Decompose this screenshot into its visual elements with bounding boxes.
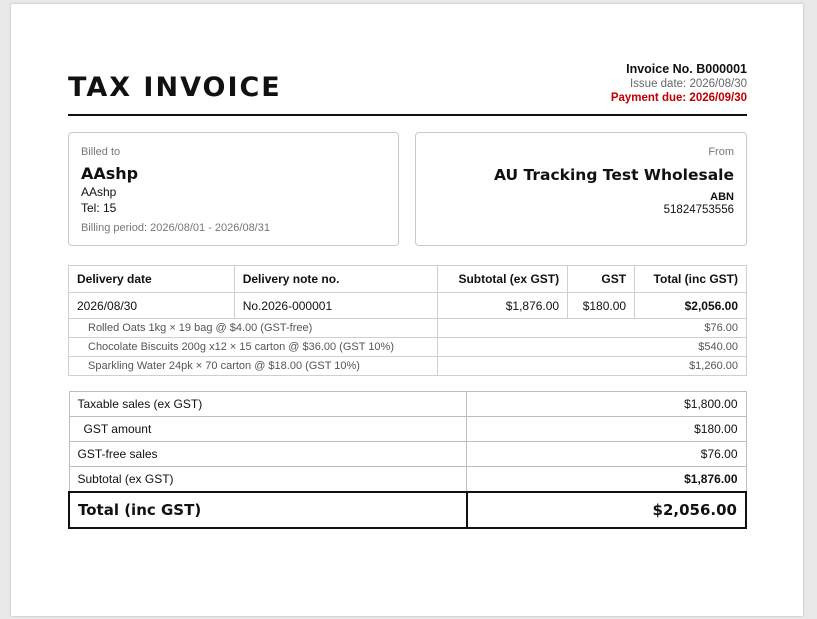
table-header-row — [69, 266, 747, 293]
from-label: From — [708, 146, 734, 158]
abn-label: ABN — [710, 191, 734, 203]
issue-date: Issue date: 2026/08/30 — [629, 78, 747, 90]
summary-row-subtotal — [69, 467, 746, 493]
summary-value: $1,800.00 — [467, 392, 746, 417]
summary-row-gst — [69, 417, 746, 442]
billed-to-box — [68, 132, 399, 246]
delivery-subtotal: $1,876.00 — [438, 293, 568, 319]
customer-name: AAshp — [81, 164, 139, 183]
delivery-date: 2026/08/30 — [69, 293, 235, 319]
summary-table — [68, 391, 747, 529]
supplier-name: AU Tracking Test Wholesale — [494, 166, 734, 184]
abn-number: 51824753556 — [663, 204, 734, 216]
total-label: Total (inc GST) — [69, 492, 467, 528]
line-item-description: Sparkling Water 24pk × 70 carton @ $18.00 (GST 10%) — [69, 357, 438, 376]
summary-value: $180.00 — [467, 417, 746, 442]
line-item-amount: $540.00 — [438, 338, 747, 357]
line-item-row — [69, 338, 747, 357]
billing-period: Billing period: 2026/08/01 - 2026/08/31 — [81, 222, 270, 234]
summary-value: $76.00 — [467, 442, 746, 467]
delivery-gst: $180.00 — [568, 293, 635, 319]
customer-tel: Tel: 15 — [81, 201, 117, 215]
column-header: GST — [568, 266, 635, 293]
delivery-total: $2,056.00 — [635, 293, 747, 319]
delivery-table — [68, 265, 747, 376]
customer-line: AAshp — [81, 185, 117, 199]
document-title: TAX INVOICE — [68, 72, 282, 103]
summary-row-total — [69, 492, 746, 528]
line-item-row — [69, 319, 747, 338]
invoice-page — [11, 4, 803, 616]
column-header: Delivery note no. — [234, 266, 438, 293]
summary-label: GST amount — [69, 417, 467, 442]
invoice-number: Invoice No. B000001 — [626, 62, 747, 76]
delivery-row — [69, 293, 747, 319]
invoice-meta — [611, 62, 747, 105]
summary-label: Subtotal (ex GST) — [69, 467, 467, 493]
summary-label: GST-free sales — [69, 442, 467, 467]
payment-due: Payment due: 2026/09/30 — [610, 92, 747, 104]
summary-row-gst-free — [69, 442, 746, 467]
line-item-description: Rolled Oats 1kg × 19 bag @ $4.00 (GST-free) — [69, 319, 438, 338]
from-box — [415, 132, 747, 246]
column-header: Subtotal (ex GST) — [438, 266, 568, 293]
summary-value: $1,876.00 — [467, 467, 746, 493]
header-divider — [68, 114, 747, 116]
delivery-note-no: No.2026-000001 — [234, 293, 438, 319]
summary-label: Taxable sales (ex GST) — [69, 392, 467, 417]
column-header: Delivery date — [69, 266, 235, 293]
line-item-row — [69, 357, 747, 376]
line-item-amount: $76.00 — [438, 319, 747, 338]
total-value: $2,056.00 — [467, 492, 746, 528]
line-item-description: Chocolate Biscuits 200g x12 × 15 carton @ $36.00 (GST 10%) — [69, 338, 438, 357]
line-item-amount: $1,260.00 — [438, 357, 747, 376]
summary-row-taxable — [69, 392, 746, 417]
billed-to-label: Billed to — [81, 146, 121, 158]
column-header: Total (inc GST) — [635, 266, 747, 293]
